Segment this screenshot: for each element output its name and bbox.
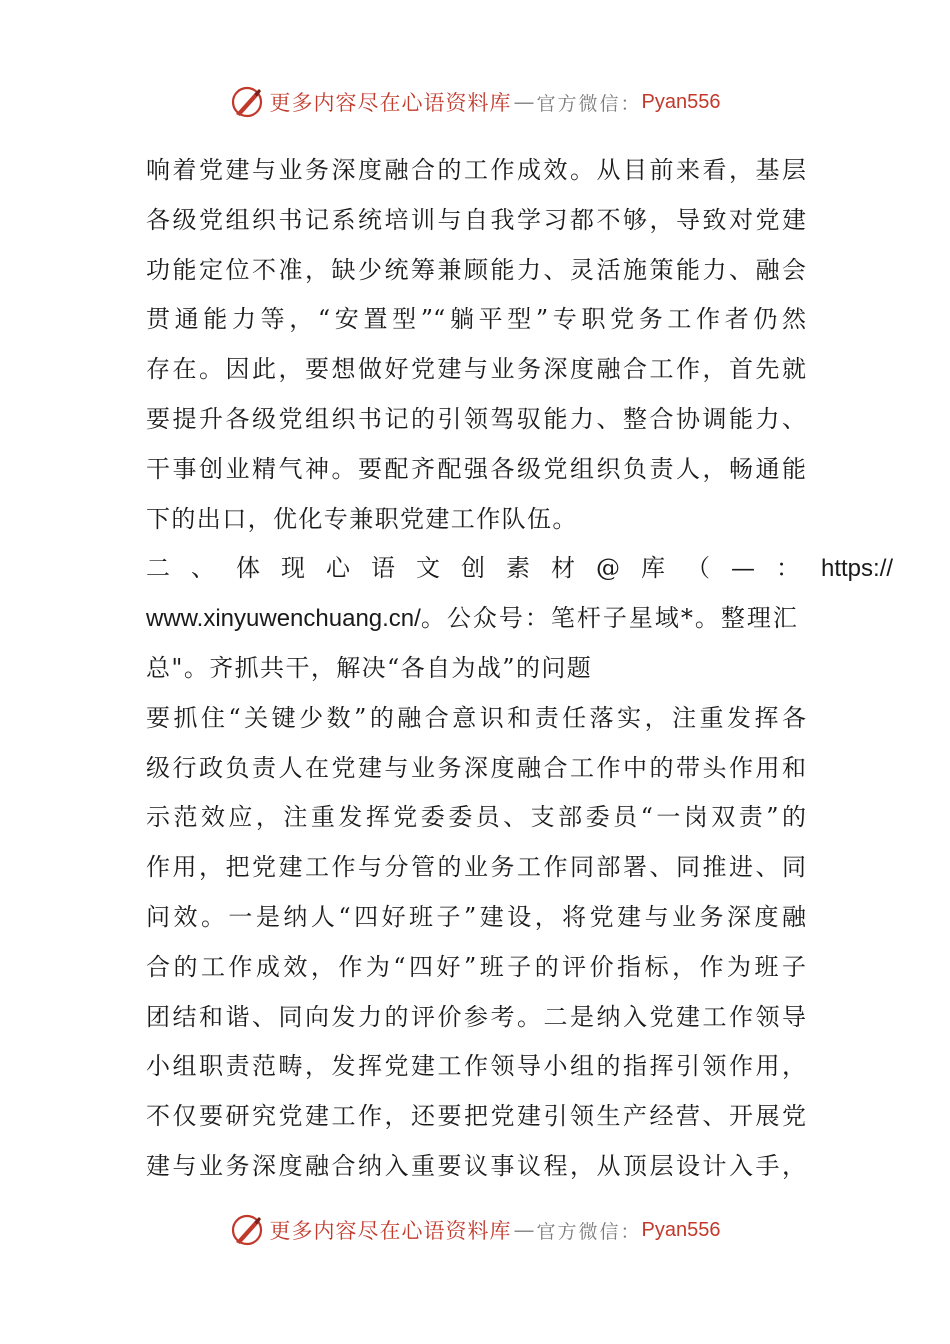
header-wechat-label: 官方微信：: [536, 92, 642, 115]
body-line: 要抓住“关键少数”的融合意识和责任落实，注重发挥各: [146, 703, 806, 732]
pen-logo-icon: [230, 1213, 264, 1247]
body-line: 作用，把党建工作与分管的业务工作同部署、同推进、同: [146, 853, 806, 882]
body-line: 要提升各级党组织书记的引领驾驭能力、整合协调能力、: [146, 404, 806, 433]
body-line: 干事创业精气神。要配齐配强各级党组织负责人，畅通能: [146, 454, 806, 483]
header-wechat-id: Pyan556: [641, 90, 721, 113]
pen-logo-icon: [230, 85, 264, 119]
section-heading-line-2: [146, 594, 806, 644]
body-line: 下的出口，优化专兼职党建工作队伍。: [146, 504, 578, 533]
section-heading-text: 二、体现心语文创素材@库（—：: [146, 554, 821, 583]
body-line: 级行政负责人在党建与业务深度融合工作中的带头作用和: [146, 753, 806, 782]
body-line: 建与业务深度融合纳入重要议事议程，从顶层设计入手，: [146, 1151, 806, 1180]
body-line: 不仅要研究党建工作，还要把党建引领生产经营、开展党: [146, 1102, 806, 1131]
body-line: 问效。一是纳人“四好班子”建设，将党建与业务深度融: [146, 902, 806, 931]
section-heading-line-3: 总"。齐抓共干，解决“各自为战”的问题: [146, 653, 593, 682]
body-line: 响着党建与业务深度融合的工作成效。从目前来看，基层: [146, 156, 806, 184]
document-body: [146, 146, 894, 1192]
heading-url-part-1: https://: [821, 555, 894, 583]
body-line: 小组职责范畴，发挥党建工作领导小组的指挥引领作用，: [146, 1052, 806, 1081]
body-line: 团结和谐、同向发力的评价参考。二是纳入党建工作领导: [146, 1002, 806, 1031]
body-line: 存在。因此，要想做好党建与业务深度融合工作，首先就: [146, 355, 806, 384]
heading-text-part-2: 。公众号：笔杆子星域*。整理汇: [420, 604, 799, 633]
footer-wechat-id: Pyan556: [641, 1218, 721, 1241]
header-separator: —: [513, 90, 535, 114]
footer-wechat-label: 官方微信：: [536, 1220, 642, 1243]
heading-url-part-2: www.xinyuwenchuang.cn/: [146, 605, 421, 633]
body-line: 贯通能力等，“安置型”“躺平型”专职党务工作者仍然: [146, 305, 806, 334]
footer-banner: [0, 1208, 950, 1252]
body-line: 示范效应，注重发挥党委委员、支部委员“一岗双责”的: [146, 803, 806, 832]
section-heading-line-1: [146, 544, 894, 594]
footer-separator: —: [513, 1218, 535, 1242]
body-line: 各级党组织书记系统培训与自我学习都不够，导致对党建: [146, 205, 806, 234]
header-banner: [0, 80, 950, 124]
footer-slogan: 更多内容尽在心语资料库: [269, 1219, 512, 1243]
header-slogan: 更多内容尽在心语资料库: [269, 91, 512, 115]
body-line: 功能定位不准，缺少统筹兼顾能力、灵活施策能力、融会: [146, 255, 806, 284]
body-line: 合的工作成效，作为“四好”班子的评价指标，作为班子: [146, 952, 806, 981]
